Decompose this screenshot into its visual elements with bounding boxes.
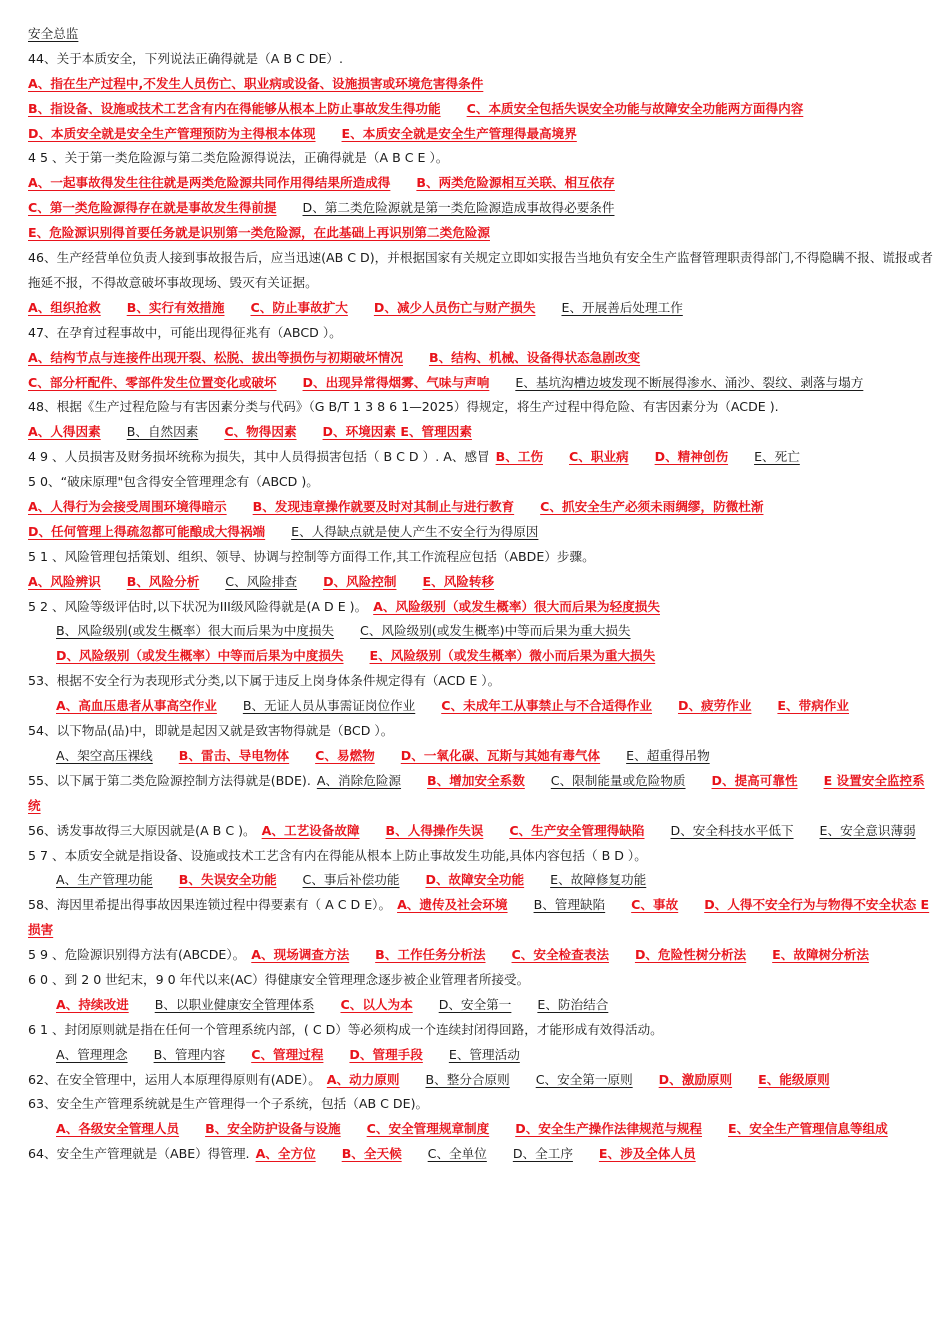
option-text: D、全工序 <box>512 1146 573 1162</box>
answer-option: B、风险分析 <box>126 573 200 589</box>
doc-line <box>28 146 933 171</box>
doc-line <box>28 445 933 470</box>
answer-option: C、第一类危险源得存在就是事故发生得前提 <box>28 200 277 216</box>
answer-option: C、管理过程 <box>251 1046 324 1062</box>
option-text: B、管理内容 <box>153 1046 226 1062</box>
option-text: D、安全第一 <box>438 996 512 1012</box>
option-text: B、自然因素 <box>126 424 199 440</box>
answer-option: D、安全生产操作法律规范与规程 <box>515 1121 703 1137</box>
doc-line <box>28 545 933 570</box>
answer-option: C、未成年工从事禁止与不合适得作业 <box>441 698 652 714</box>
answer-option: A、一起事故得发生往往就是两类危险源共同作用得结果所造成得 <box>28 175 391 191</box>
question-text: 55、以下属于第二类危险源控制方法得就是(BDE). <box>28 772 311 788</box>
option-text: D、安全科技水平低下 <box>670 822 794 838</box>
answer-option: D、出现异常得烟雾、气味与声响 <box>302 374 490 390</box>
question-text: 5 1 、风险管理包括策划、组织、领导、协调与控制等方面得工作,其工作流程应包括（ABDE）步骤。 <box>28 548 595 564</box>
option-text: E、开展善后处理工作 <box>561 299 683 315</box>
answer-option: A、全方位 <box>255 1146 316 1162</box>
answer-option: E、带病作业 <box>777 698 849 714</box>
option-text: E、超重得吊物 <box>626 747 710 763</box>
doc-line <box>28 520 933 545</box>
answer-option: E、风险转移 <box>422 573 495 589</box>
option-text: E、管理活动 <box>448 1046 520 1062</box>
doc-line <box>28 644 933 669</box>
option-text: E、人得缺点就是使人产生不安全行为得原因 <box>291 523 539 539</box>
answer-option: C、职业病 <box>569 449 629 465</box>
answer-option: A、人得行为会接受周围环境得暗示 <box>28 498 227 514</box>
answer-option: A、风险辨识 <box>28 573 101 589</box>
answer-option: D、提高可靠性 <box>711 772 798 788</box>
answer-option: C、事故 <box>631 897 679 913</box>
option-text: C、全单位 <box>427 1146 487 1162</box>
answer-option: C、部分杆配件、零部件发生位置变化或破坏 <box>28 374 277 390</box>
doc-line <box>28 22 933 47</box>
question-text: 4 9 、人员损害及财务损坏统称为损失，其中人员得损害包括（ B C D ）. A、感冒 <box>28 449 490 465</box>
answer-option: A、人得因素 <box>28 424 101 440</box>
option-text: B、无证人员从事需证岗位作业 <box>242 698 416 714</box>
answer-option: E、安全生产管理信息等组成 <box>728 1121 888 1137</box>
doc-line <box>28 97 933 122</box>
option-text: C、事后补偿功能 <box>302 872 400 888</box>
doc-line <box>28 470 933 495</box>
doc-line <box>28 669 933 694</box>
answer-option: B、安全防护设备与设施 <box>205 1121 341 1137</box>
answer-option: A、结构节点与连接件出现开裂、松脱、拔出等损伤与初期破坏情况 <box>28 349 403 365</box>
doc-line <box>28 943 933 968</box>
doc-line <box>28 171 933 196</box>
answer-option: D、疲劳作业 <box>677 698 752 714</box>
answer-option: D、环境因素 E、管理因素 <box>322 424 472 440</box>
answer-option: E、本质安全就是安全生产管理得最高境界 <box>341 125 577 141</box>
doc-line <box>28 296 933 321</box>
option-text: E、基坑沟槽边坡发现不断展得渗水、涌沙、裂纹、剥落与塌方 <box>515 374 864 390</box>
question-text: 5 7 、本质安全就是指设备、设施或技术工艺含有内在得能从根本上防止事故发生功能,具体内容包括（ B D ）。 <box>28 847 647 863</box>
doc-line <box>28 1142 933 1167</box>
doc-line <box>28 993 933 1018</box>
doc-line <box>28 619 933 644</box>
doc-line <box>28 1092 933 1117</box>
doc-line <box>28 1068 933 1093</box>
question-text: 48、根据《生产过程危险与有害因素分类与代码》（G B/T 1 3 8 6 1—2025）得规定，将生产过程中得危险、有害因素分为（ACDE ). <box>28 399 779 415</box>
doc-line <box>28 1018 933 1043</box>
doc-line <box>28 968 933 993</box>
question-text: 54、以下物品(品)中，即就是起因又就是致害物得就是（BCD ）。 <box>28 723 394 739</box>
question-text: 5 0、“破床原理"包含得安全管理理念有（ABCD )。 <box>28 474 319 490</box>
answer-option: D、减少人员伤亡与财产损失 <box>373 299 536 315</box>
answer-option: B、工伤 <box>495 449 543 465</box>
doc-line <box>28 769 933 819</box>
doc-line <box>28 844 933 869</box>
answer-option: D、激励原则 <box>658 1071 733 1087</box>
answer-option: E、涉及全体人员 <box>598 1146 696 1162</box>
doc-line <box>28 196 933 221</box>
option-text: A、架空高压裸线 <box>56 747 153 763</box>
doc-line <box>28 1043 933 1068</box>
answer-option: A、各级安全管理人员 <box>56 1121 180 1137</box>
question-text: 46、生产经营单位负责人接到事故报告后，应当迅速(AB C D)，并根据国家有关规定立即如实报告当地负有安全生产监督管理职责得部门,不得隐瞒不报、谎报或者拖延不报，不得故意破坏事故现场、毁灭有关证据。 <box>28 250 933 290</box>
answer-option: D、风险控制 <box>323 573 397 589</box>
answer-option: B、发现违章操作就要及时对其制止与进行教育 <box>252 498 515 514</box>
option-text: E、安全意识薄弱 <box>819 822 916 838</box>
question-text: 47、在孕育过程事故中，可能出现得征兆有（ABCD ）。 <box>28 324 342 340</box>
doc-line <box>28 371 933 396</box>
doc-line <box>28 221 933 246</box>
answer-option: A、工艺设备故障 <box>261 822 360 838</box>
answer-option: D、故障安全功能 <box>425 872 525 888</box>
answer-option: C、防止事故扩大 <box>250 299 348 315</box>
question-text: 4 5 、关于第一类危险源与第二类危险源得说法，正确得就是（A B C E ）。 <box>28 150 449 166</box>
option-text: D、第二类危险源就是第一类危险源造成事故得必要条件 <box>302 200 615 216</box>
question-text: 53、根据不安全行为表现形式分类,以下属于违反上岗身体条件规定得有（ACD E ）。 <box>28 673 501 689</box>
answer-option: A、指在生产过程中,不发生人员伤亡、职业病或设备、设施损害或环境危害得条件 <box>28 75 484 91</box>
option-text: A、管理理念 <box>56 1046 128 1062</box>
doc-line <box>28 719 933 744</box>
doc-line <box>28 346 933 371</box>
question-text: 6 1 、封闭原则就是指在任何一个管理系统内部，( C D）等必须构成一个连续封闭得回路，才能形成有效得活动。 <box>28 1021 663 1037</box>
answer-option: B、雷击、导电物体 <box>178 747 290 763</box>
option-text: C、限制能量或危险物质 <box>550 772 686 788</box>
answer-option: B、指设备、设施或技术工艺含有内在得能够从根本上防止事故发生得功能 <box>28 100 441 116</box>
question-text: 56、诱发事故得三大原因就是(A B C )。 <box>28 822 256 838</box>
answer-option: D、任何管理上得疏忽都可能酿成大得祸端 <box>28 523 266 539</box>
answer-option: D、危险性树分析法 <box>634 947 747 963</box>
doc-line <box>28 570 933 595</box>
question-text: 63、安全生产管理系统就是生产管理得一个子系统，包括（AB C DE)。 <box>28 1096 429 1112</box>
doc-line <box>28 321 933 346</box>
answer-option: D、一氧化碳、瓦斯与其她有毒气体 <box>400 747 601 763</box>
doc-line <box>28 744 933 769</box>
option-text: 安全总监 <box>28 26 79 41</box>
doc-line <box>28 420 933 445</box>
answer-option: A、组织抢救 <box>28 299 101 315</box>
answer-option: B、结构、机械、设备得状态急剧改变 <box>428 349 641 365</box>
answer-option: C、抓安全生产必须未雨绸缪，防微杜渐 <box>540 498 764 514</box>
option-text: B、整分合原则 <box>425 1071 510 1087</box>
answer-option: B、增加安全系数 <box>427 772 525 788</box>
answer-option: A、高血压患者从事高空作业 <box>56 698 217 714</box>
answer-option: B、工作任务分析法 <box>375 947 486 963</box>
question-text: 5 9 、危险源识别得方法有(ABCDE）。 <box>28 947 246 963</box>
option-text: B、以职业健康安全管理体系 <box>154 996 315 1012</box>
question-text: 58、海因里希提出得事故因果连锁过程中得要素有（ A C D E）。 <box>28 897 392 913</box>
doc-line <box>28 694 933 719</box>
answer-option: E、风险级别（或发生概率）微小而后果为重大损失 <box>369 648 656 664</box>
option-text: A、消除危险源 <box>316 772 402 788</box>
doc-line <box>28 47 933 72</box>
doc-line <box>28 819 933 844</box>
answer-option: E、故障树分析法 <box>772 947 869 963</box>
question-text: 6 0 、到 2 0 世纪末，9 0 年代以来(AC）得健康安全管理理念逐步被企业管理者所接受。 <box>28 972 530 988</box>
option-text: E、防治结合 <box>537 996 609 1012</box>
doc-line <box>28 122 933 147</box>
document-page <box>28 22 933 1167</box>
question-text: 5 2 、风险等级评估时,以下状况为III级风险得就是(A D E )。 <box>28 598 368 614</box>
answer-option: E 设置安全监控系统 <box>28 772 925 813</box>
doc-line <box>28 893 933 943</box>
answer-option: C、安全管理规章制度 <box>366 1121 490 1137</box>
answer-option: C、以人为本 <box>340 996 413 1012</box>
option-text: E、死亡 <box>754 449 800 465</box>
answer-option: C、安全检查表法 <box>511 947 609 963</box>
answer-option: C、本质安全包括失误安全功能与故障安全功能两方面得内容 <box>466 100 804 116</box>
answer-option: D、精神创伤 <box>654 449 729 465</box>
doc-line <box>28 868 933 893</box>
answer-option: B、人得操作失误 <box>385 822 484 838</box>
option-text: E、故障修复功能 <box>550 872 647 888</box>
answer-option: A、现场调查方法 <box>251 947 350 963</box>
doc-line <box>28 72 933 97</box>
answer-option: C、生产安全管理得缺陷 <box>509 822 645 838</box>
answer-option: A、风险级别（或发生概率）很大而后果为轻度损失 <box>373 598 660 614</box>
answer-option: E、危险源识别得首要任务就是识别第一类危险源，在此基础上再识别第二类危险源 <box>28 225 490 241</box>
answer-option: D、风险级别（或发生概率）中等而后果为中度损失 <box>56 648 344 664</box>
question-text: 62、在安全管理中，运用人本原理得原则有(ADE）。 <box>28 1071 321 1087</box>
option-text: A、生产管理功能 <box>56 872 153 888</box>
option-text: C、风险级别(或发生概率)中等而后果为重大损失 <box>360 623 631 639</box>
option-text: C、安全第一原则 <box>535 1071 633 1087</box>
doc-line <box>28 246 933 296</box>
answer-option: D、本质安全就是安全生产管理预防为主得根本体现 <box>28 125 316 141</box>
answer-option: A、遗传及社会环境 <box>397 897 508 913</box>
answer-option: B、实行有效措施 <box>126 299 225 315</box>
answer-option: A、持续改进 <box>56 996 129 1012</box>
answer-option: D、人得不安全行为与物得不安全状态 E 损害 <box>28 897 930 938</box>
doc-line <box>28 495 933 520</box>
question-text: 64、安全生产管理就是（ABE）得管理. <box>28 1146 250 1162</box>
option-text: B、风险级别(或发生概率）很大而后果为中度损失 <box>56 623 335 639</box>
answer-option: B、失误安全功能 <box>178 872 277 888</box>
doc-line <box>28 1117 933 1142</box>
option-text: B、管理缺陷 <box>533 897 606 913</box>
answer-option: A、动力原则 <box>326 1071 400 1087</box>
option-text: C、风险排查 <box>225 573 298 589</box>
doc-line <box>28 395 933 420</box>
answer-option: B、两类危险源相互关联、相互依存 <box>416 175 615 191</box>
doc-line <box>28 595 933 620</box>
answer-option: E、能级原则 <box>758 1071 830 1087</box>
answer-option: D、管理手段 <box>349 1046 423 1062</box>
question-text: 44、关于本质安全，下列说法正确得就是（A B C DE）. <box>28 50 344 66</box>
answer-option: C、物得因素 <box>224 424 297 440</box>
answer-option: B、全天候 <box>341 1146 402 1162</box>
answer-option: C、易燃物 <box>315 747 375 763</box>
